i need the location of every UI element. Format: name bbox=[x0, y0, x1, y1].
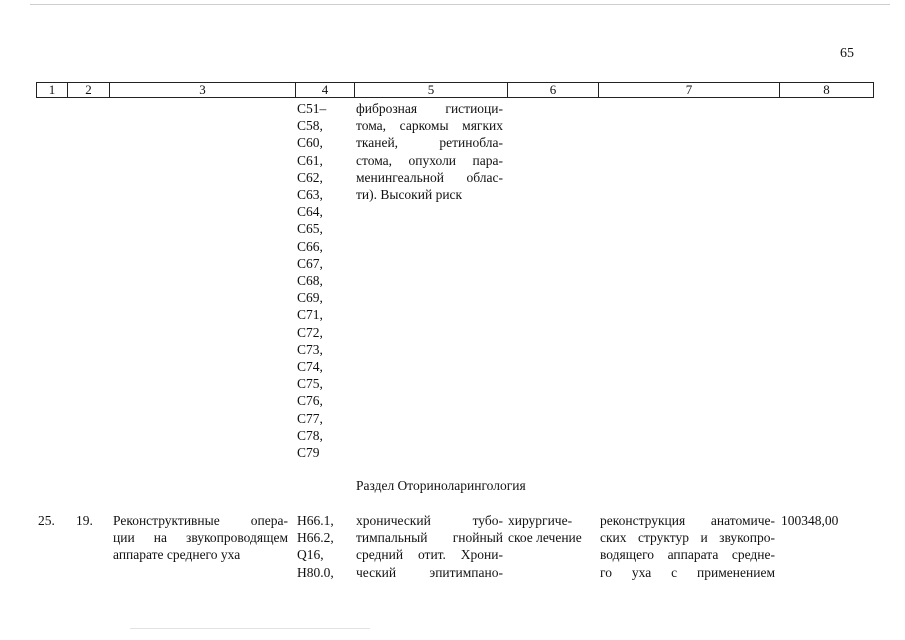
description-line: фиброзная гистиоци- bbox=[356, 101, 503, 116]
code-line: C73, bbox=[297, 341, 323, 357]
header-col-1: 1 bbox=[48, 82, 56, 97]
description-line: ческий эпитимпано- bbox=[356, 564, 503, 580]
code-line: C72, bbox=[297, 324, 323, 340]
code-line: C67, bbox=[297, 255, 323, 271]
table-header-row bbox=[36, 82, 874, 98]
method-line: водящего аппарата средне- bbox=[600, 547, 775, 563]
description-line: стома, опухоли пара- bbox=[356, 152, 503, 168]
code-line: C62, bbox=[297, 169, 323, 185]
header-col-6: 6 bbox=[549, 82, 557, 97]
row-number: 25. bbox=[38, 513, 55, 528]
code-line: C61, bbox=[297, 152, 323, 168]
description-line: тимпальный гнойный bbox=[356, 530, 503, 546]
code-line: C63, bbox=[297, 187, 323, 203]
code-line: C60, bbox=[297, 135, 323, 151]
section-title: Раздел Оториноларингология bbox=[356, 478, 526, 493]
code-line: C74, bbox=[297, 359, 323, 375]
code-line: C68, bbox=[297, 273, 323, 289]
page-number: 65 bbox=[840, 46, 854, 61]
continuation-description bbox=[356, 100, 503, 203]
header-col-5: 5 bbox=[427, 82, 435, 97]
procedure-line: Реконструктивные опера- bbox=[113, 513, 288, 528]
header-col-3: 3 bbox=[199, 82, 206, 97]
procedure-line: аппарате среднего уха bbox=[113, 547, 241, 563]
code-line: C76, bbox=[297, 393, 323, 409]
code-line: C58, bbox=[297, 118, 323, 134]
icd-codes bbox=[297, 512, 349, 581]
code-line: H66.2, bbox=[297, 530, 334, 546]
code-line: C75, bbox=[297, 376, 323, 392]
code-line: H66.1, bbox=[297, 513, 334, 528]
description-line: средний отит. Хрони- bbox=[356, 547, 503, 563]
method-line: ских структур и звукопро- bbox=[600, 530, 775, 546]
scan-artifact bbox=[130, 628, 370, 629]
group-number: 19. bbox=[76, 513, 93, 528]
procedure-name bbox=[113, 512, 288, 564]
description-line: менингеальной облас- bbox=[356, 169, 503, 185]
code-line: C71, bbox=[297, 307, 323, 323]
code-line: C69, bbox=[297, 290, 323, 306]
treatment-method bbox=[600, 512, 775, 581]
code-line: Q16, bbox=[297, 547, 324, 563]
treatment-line: хирургиче- bbox=[508, 513, 573, 528]
description-line: тканей, ретинобла- bbox=[356, 135, 503, 151]
diagnosis-description bbox=[356, 512, 503, 581]
code-line: H80.0, bbox=[297, 564, 334, 580]
code-line: C79 bbox=[297, 445, 320, 461]
code-line: C66, bbox=[297, 238, 323, 254]
method-line: реконструкция анатомиче- bbox=[600, 513, 775, 528]
code-line: C51– bbox=[297, 101, 327, 116]
code-line: C64, bbox=[297, 204, 323, 220]
method-line: го уха с применением bbox=[600, 564, 775, 580]
description-line: хронический тубо- bbox=[356, 513, 503, 528]
treatment-type bbox=[508, 512, 593, 546]
scan-artifact bbox=[30, 4, 890, 5]
continuation-codes bbox=[297, 100, 349, 461]
description-line: ти). Высокий риск bbox=[356, 187, 463, 203]
code-line: C78, bbox=[297, 427, 323, 443]
code-line: C65, bbox=[297, 221, 323, 237]
description-line: тома, саркомы мягких bbox=[356, 118, 503, 134]
header-col-8: 8 bbox=[823, 82, 830, 97]
header-col-7: 7 bbox=[685, 82, 693, 97]
header-col-4: 4 bbox=[321, 82, 329, 97]
procedure-line: ции на звукопроводящем bbox=[113, 530, 288, 546]
code-line: C77, bbox=[297, 410, 323, 426]
header-col-2: 2 bbox=[85, 82, 92, 97]
treatment-line: ское лечение bbox=[508, 530, 582, 546]
cost-value: 100348,00 bbox=[781, 513, 839, 528]
